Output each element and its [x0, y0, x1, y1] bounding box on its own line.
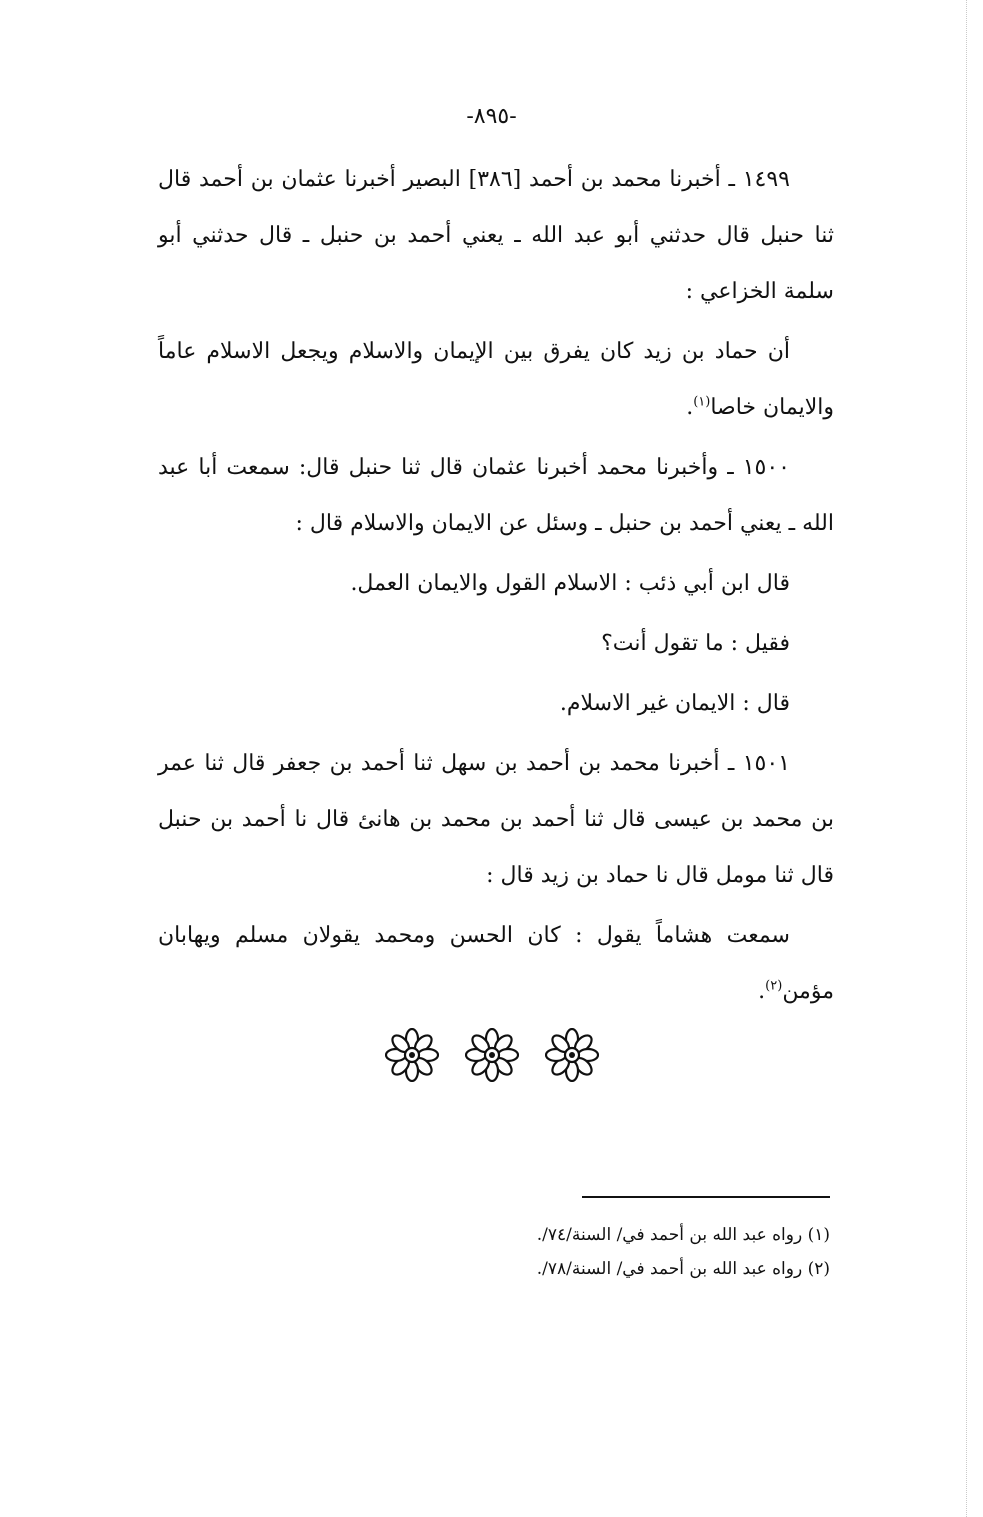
footnote-ref-2[interactable]: (٢): [765, 978, 783, 994]
paragraph-1500: ١٥٠٠ ـ وأخبرنا محمد أخبرنا عثمان قال ثنا حنبل قال: سمعت أبا عبد الله ـ يعني أحمد بن حنبل ـ وسئل عن الايمان والاسلام قال :: [158, 455, 834, 536]
paragraph-end: .: [758, 979, 766, 1004]
paragraph-ibn-abi-dhib: قال ابن أبي ذئب : الاسلام القول والايمان العمل.: [350, 571, 790, 596]
paragraph-question: فقيل : ما تقول أنت؟: [601, 631, 790, 656]
footnotes: [458, 1218, 830, 1286]
paragraph-text: سمعت هشاماً يقول : كان الحسن ومحمد يقولان مسلم ويهابان مؤمن: [158, 923, 834, 1004]
page-number: -٨٩٥-: [466, 104, 517, 129]
paragraph-answer: قال : الايمان غير الاسلام.: [559, 691, 790, 716]
paragraph-text: أن حماد بن زيد كان يفرق بين الإيمان والاسلام ويجعل الاسلام عاماً والايمان خاصا: [158, 339, 834, 420]
footnote-1: (١) رواه عبد الله بن أحمد في/ السنة/٧٤/.: [536, 1225, 830, 1245]
section-ornaments: [0, 1028, 983, 1082]
paragraph-end: .: [686, 395, 694, 420]
flower-ornament-icon: [385, 1028, 439, 1082]
main-text: [158, 152, 834, 1024]
flower-ornament-icon: [545, 1028, 599, 1082]
flower-ornament-icon: [465, 1028, 519, 1082]
footnote-2: (٢) رواه عبد الله بن أحمد في/ السنة/٧٨/.: [536, 1259, 830, 1279]
paragraph-hammad: [158, 324, 834, 436]
footnote-divider: [582, 1196, 830, 1198]
page-edge-line: [966, 0, 967, 1517]
paragraph-1499: ١٤٩٩ ـ أخبرنا محمد بن أحمد [٣٨٦] البصير أخبرنا عثمان بن أحمد قال ثنا حنبل قال حدثني أبو عبد الله ـ يعني أحمد بن حنبل ـ قال حدثني أبو سلمة الخزاعي :: [158, 167, 834, 304]
paragraph-1501: ١٥٠١ ـ أخبرنا محمد بن أحمد بن سهل ثنا أحمد بن جعفر قال ثنا عمر بن محمد بن عيسى قال ثنا أحمد بن محمد بن هانئ قال نا أحمد بن حنبل قال ثنا مومل قال نا حماد بن زيد قال :: [158, 751, 834, 888]
paragraph-hisham: [158, 908, 834, 1020]
footnote-ref-1[interactable]: (١): [693, 394, 711, 410]
